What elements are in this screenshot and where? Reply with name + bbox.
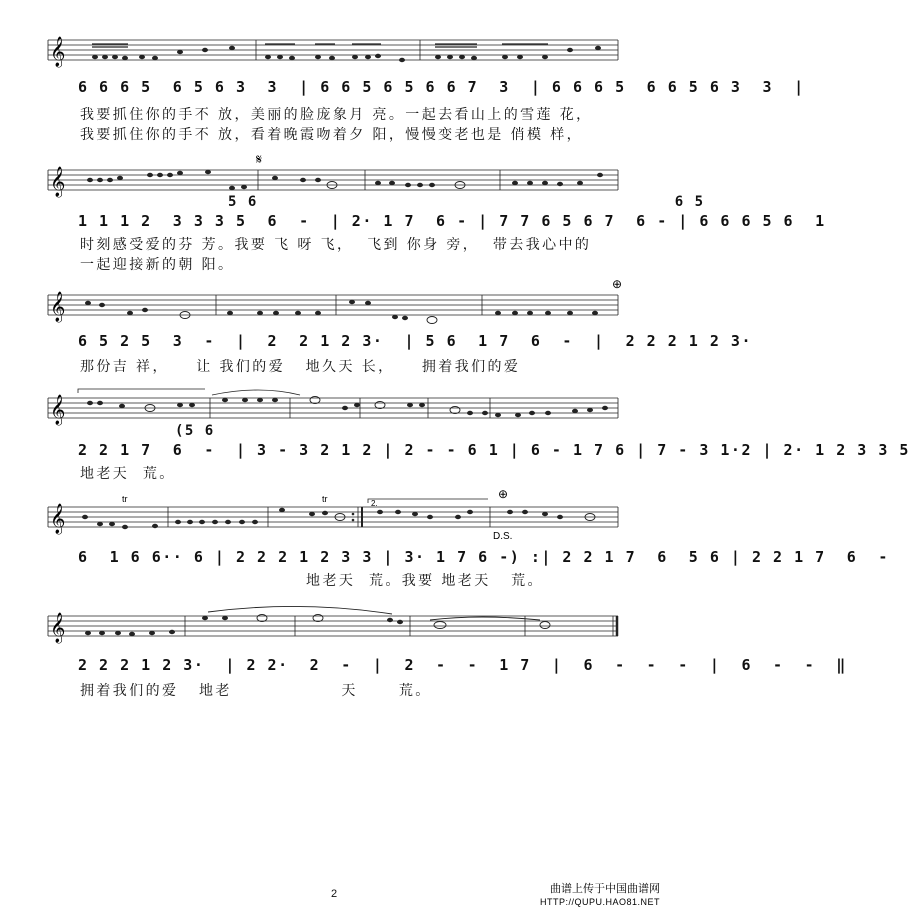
- treble-clef-icon: 𝄞: [50, 395, 66, 425]
- lyrics-1b: 我要抓住你的手不 放，看着晚霞吻着夕 阳，慢慢变老也是 俏模 样，: [80, 127, 583, 143]
- watermark-url: HTTP://QUPU.HAO81.NET: [539, 897, 660, 907]
- jianpu-above-4: (5 6: [175, 423, 215, 439]
- ds-marking: D.S.: [493, 531, 513, 542]
- jianpu-line-4: 2 2 1 7 6 - | 3 - 3 2 1 2 | 2 - - 6 1 | 6 - 1 7 6 | 7 - 3 1·2 | 2· 1 2 3 3 5: [78, 441, 910, 459]
- page-number: 2: [330, 888, 338, 900]
- coda-icon: ⊕: [612, 277, 623, 291]
- trill-mark-1: tr: [122, 494, 128, 504]
- coda-icon: ⊕: [498, 487, 509, 501]
- volta-2: 2.: [371, 499, 378, 508]
- watermark: [540, 883, 660, 909]
- lyrics-4a: 地老天 荒。: [80, 466, 176, 482]
- system-3: [0, 270, 752, 385]
- jianpu-line-1: 6 6 6 5 6 5 6 3 3 | 6 6 5 6 5 6 6 7 3 | 6 6 6 5 6 6 5 6 3 3 |: [78, 78, 805, 96]
- system-6: [0, 600, 847, 710]
- treble-clef-icon: 𝄞: [50, 613, 66, 643]
- jianpu-above-2: 5 6 6 5: [228, 194, 705, 210]
- trill-mark-2: tr: [322, 494, 328, 504]
- lyrics-1a: 我要抓住你的手不 放，美丽的脸庞象月 亮。一起去看山上的雪莲 花，: [80, 107, 593, 123]
- jianpu-line-2: 1 1 1 2 3 3 3 5 6 - | 2· 1 7 6 - | 7 7 6 5 6 7 6 - | 6 6 6 5 6 1: [78, 212, 826, 230]
- treble-clef-icon: 𝄞: [50, 167, 66, 197]
- jianpu-line-5: 6 1 6 6·· 6 | 2 2 2 1 2 3 3 | 3· 1 7 6 -) :| 2 2 1 7 6 5 6 | 2 2 1 7 6 -: [78, 548, 889, 566]
- treble-clef-icon: 𝄞: [50, 292, 66, 322]
- segno-icon: 𝄋: [256, 152, 263, 168]
- treble-clef-icon: 𝄞: [50, 37, 66, 67]
- system-5: [0, 487, 889, 600]
- system-1: [0, 0, 805, 150]
- system-2: [0, 150, 826, 273]
- lyrics-3a: 那份吉 祥， 让 我们的爱 地久天 长， 拥着我们的爱: [80, 359, 521, 375]
- treble-clef-icon: 𝄞: [50, 504, 66, 534]
- system-4: [0, 385, 910, 490]
- jianpu-line-6: 2 2 2 1 2 3· | 2 2· 2 - | 2 - - 1 7 | 6 - - - | 6 - - ‖: [78, 656, 847, 674]
- jianpu-line-3: 6 5 2 5 3 - | 2 2 1 2 3· | 5 6 1 7 6 - | 2 2 2 1 2 3·: [78, 332, 752, 350]
- lyrics-5a: 地老天 荒。我要 地老天 荒。: [80, 573, 544, 589]
- lyrics-6a: 拥着我们的爱 地老 天 荒。: [80, 683, 432, 699]
- lyrics-2b: 一起迎接新的朝 阳。: [80, 257, 235, 273]
- watermark-line-1: 曲谱上传于中国曲谱网: [550, 883, 660, 895]
- lyrics-2a: 时刻感受爱的芬 芳。我要 飞 呀 飞， 飞到 你身 旁， 带去我心中的: [80, 237, 592, 253]
